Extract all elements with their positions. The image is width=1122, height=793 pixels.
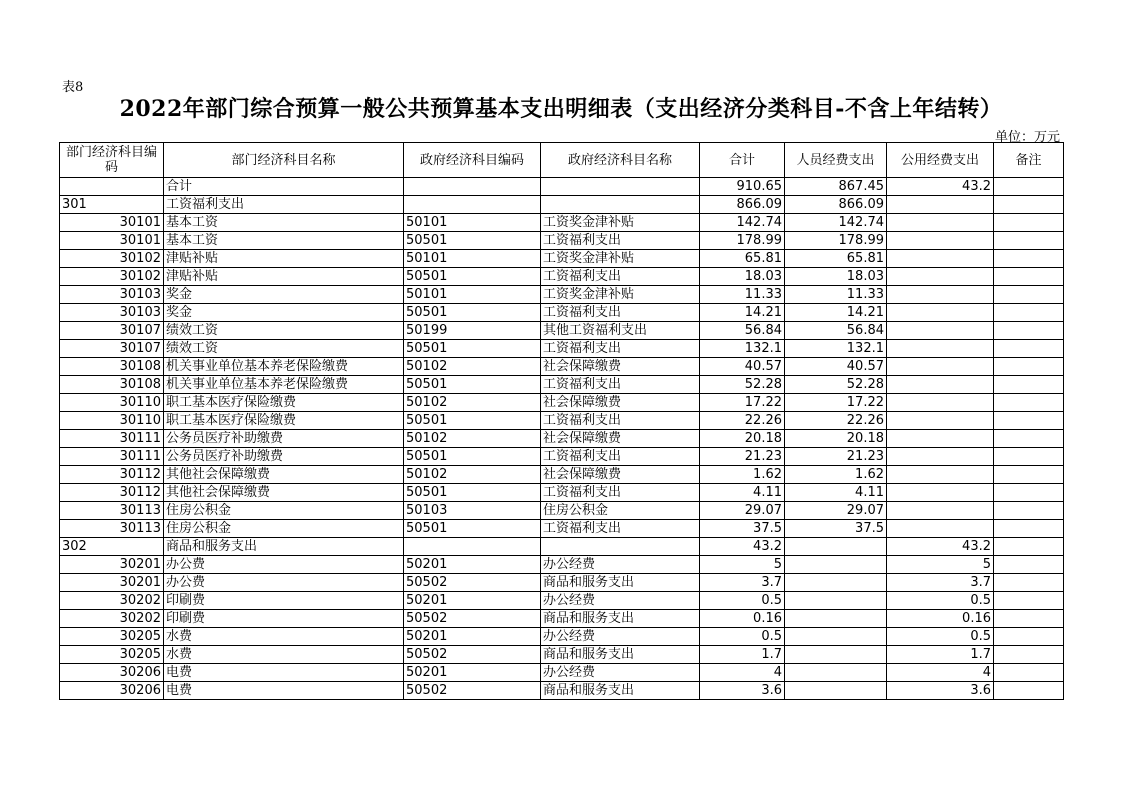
cell-dept-name: 办公费 — [164, 574, 404, 592]
table-row — [60, 682, 1064, 700]
cell-dept-name: 住房公积金 — [164, 520, 404, 538]
header-public: 公用经费支出 — [887, 143, 994, 178]
cell-gov-name: 商品和服务支出 — [541, 646, 700, 664]
cell-dept-code: 30205 — [60, 646, 164, 664]
cell-note — [994, 412, 1064, 430]
cell-dept-name: 商品和服务支出 — [164, 538, 404, 556]
cell-gov-name: 商品和服务支出 — [541, 574, 700, 592]
cell-public — [887, 502, 994, 520]
cell-gov-name: 社会保障缴费 — [541, 358, 700, 376]
cell-total: 43.2 — [700, 538, 785, 556]
cell-dept-code: 30102 — [60, 268, 164, 286]
cell-total: 142.74 — [700, 214, 785, 232]
cell-personnel: 22.26 — [785, 412, 887, 430]
cell-gov-name: 工资福利支出 — [541, 340, 700, 358]
cell-personnel — [785, 556, 887, 574]
cell-total: 3.6 — [700, 682, 785, 700]
cell-dept-code: 30110 — [60, 412, 164, 430]
cell-public — [887, 430, 994, 448]
cell-gov-code: 50102 — [404, 358, 541, 376]
cell-note — [994, 664, 1064, 682]
table-row — [60, 484, 1064, 502]
cell-gov-code: 50501 — [404, 448, 541, 466]
cell-dept-name: 电费 — [164, 664, 404, 682]
cell-dept-name: 绩效工资 — [164, 322, 404, 340]
cell-dept-code: 30102 — [60, 250, 164, 268]
cell-gov-name: 办公经费 — [541, 556, 700, 574]
cell-public: 0.16 — [887, 610, 994, 628]
cell-note — [994, 376, 1064, 394]
cell-public — [887, 268, 994, 286]
table-row — [60, 178, 1064, 196]
cell-total: 5 — [700, 556, 785, 574]
cell-gov-code: 50201 — [404, 592, 541, 610]
cell-note — [994, 286, 1064, 304]
table-row — [60, 286, 1064, 304]
cell-public: 3.6 — [887, 682, 994, 700]
cell-gov-code: 50101 — [404, 250, 541, 268]
cell-personnel: 56.84 — [785, 322, 887, 340]
cell-dept-name: 奖金 — [164, 304, 404, 322]
cell-dept-name: 基本工资 — [164, 214, 404, 232]
cell-personnel — [785, 574, 887, 592]
cell-total: 18.03 — [700, 268, 785, 286]
cell-note — [994, 178, 1064, 196]
cell-personnel — [785, 664, 887, 682]
cell-gov-name: 其他工资福利支出 — [541, 322, 700, 340]
cell-gov-name: 社会保障缴费 — [541, 394, 700, 412]
cell-dept-name: 电费 — [164, 682, 404, 700]
cell-dept-code: 30112 — [60, 484, 164, 502]
cell-note — [994, 394, 1064, 412]
cell-note — [994, 466, 1064, 484]
cell-personnel: 142.74 — [785, 214, 887, 232]
cell-total: 20.18 — [700, 430, 785, 448]
cell-dept-code: 30103 — [60, 286, 164, 304]
cell-note — [994, 448, 1064, 466]
cell-note — [994, 358, 1064, 376]
cell-dept-name: 绩效工资 — [164, 340, 404, 358]
cell-gov-name: 工资奖金津补贴 — [541, 286, 700, 304]
cell-public — [887, 196, 994, 214]
table-row — [60, 358, 1064, 376]
cell-personnel — [785, 682, 887, 700]
cell-dept-code: 30107 — [60, 340, 164, 358]
cell-gov-name: 住房公积金 — [541, 502, 700, 520]
cell-note — [994, 682, 1064, 700]
cell-personnel — [785, 592, 887, 610]
cell-gov-code: 50103 — [404, 502, 541, 520]
header-dept-code: 部门经济科目编码 — [60, 143, 164, 178]
cell-total: 21.23 — [700, 448, 785, 466]
cell-public: 1.7 — [887, 646, 994, 664]
header-total: 合计 — [700, 143, 785, 178]
cell-note — [994, 574, 1064, 592]
cell-dept-code: 30112 — [60, 466, 164, 484]
table-row — [60, 448, 1064, 466]
cell-note — [994, 646, 1064, 664]
cell-public — [887, 520, 994, 538]
cell-personnel — [785, 646, 887, 664]
cell-public — [887, 466, 994, 484]
cell-gov-code: 50101 — [404, 214, 541, 232]
cell-public — [887, 304, 994, 322]
cell-dept-name: 住房公积金 — [164, 502, 404, 520]
cell-gov-code: 50502 — [404, 574, 541, 592]
cell-total: 29.07 — [700, 502, 785, 520]
cell-note — [994, 520, 1064, 538]
cell-note — [994, 610, 1064, 628]
cell-total: 17.22 — [700, 394, 785, 412]
cell-dept-code: 30110 — [60, 394, 164, 412]
cell-note — [994, 430, 1064, 448]
cell-dept-name: 机关事业单位基本养老保险缴费 — [164, 358, 404, 376]
cell-dept-name: 印刷费 — [164, 592, 404, 610]
cell-public: 3.7 — [887, 574, 994, 592]
table-body — [60, 178, 1064, 700]
cell-public — [887, 358, 994, 376]
table-row — [60, 268, 1064, 286]
cell-gov-code: 50502 — [404, 646, 541, 664]
cell-note — [994, 322, 1064, 340]
table-row — [60, 340, 1064, 358]
cell-total: 0.16 — [700, 610, 785, 628]
cell-gov-name: 商品和服务支出 — [541, 610, 700, 628]
cell-gov-name: 办公经费 — [541, 592, 700, 610]
cell-dept-code: 30107 — [60, 322, 164, 340]
cell-gov-code: 50501 — [404, 232, 541, 250]
table-row — [60, 250, 1064, 268]
cell-gov-code: 50501 — [404, 340, 541, 358]
table-row — [60, 628, 1064, 646]
header-gov-code: 政府经济科目编码 — [404, 143, 541, 178]
cell-personnel: 178.99 — [785, 232, 887, 250]
table-row — [60, 574, 1064, 592]
cell-dept-code — [60, 178, 164, 196]
cell-dept-code: 30202 — [60, 592, 164, 610]
cell-dept-name: 机关事业单位基本养老保险缴费 — [164, 376, 404, 394]
cell-dept-code: 30103 — [60, 304, 164, 322]
cell-total: 56.84 — [700, 322, 785, 340]
table-row — [60, 376, 1064, 394]
cell-dept-code: 30108 — [60, 376, 164, 394]
cell-public: 0.5 — [887, 592, 994, 610]
cell-public — [887, 412, 994, 430]
table-row — [60, 196, 1064, 214]
cell-gov-name: 办公经费 — [541, 628, 700, 646]
table-row — [60, 394, 1064, 412]
cell-public: 5 — [887, 556, 994, 574]
cell-personnel: 132.1 — [785, 340, 887, 358]
cell-gov-code: 50501 — [404, 268, 541, 286]
cell-note — [994, 592, 1064, 610]
header-dept-name: 部门经济科目名称 — [164, 143, 404, 178]
header-personnel: 人员经费支出 — [785, 143, 887, 178]
cell-gov-code — [404, 178, 541, 196]
header-row — [60, 143, 1064, 178]
cell-dept-name: 合计 — [164, 178, 404, 196]
cell-personnel — [785, 538, 887, 556]
cell-total: 3.7 — [700, 574, 785, 592]
cell-gov-name: 办公经费 — [541, 664, 700, 682]
cell-public — [887, 394, 994, 412]
cell-note — [994, 214, 1064, 232]
cell-dept-name: 公务员医疗补助缴费 — [164, 448, 404, 466]
cell-personnel: 52.28 — [785, 376, 887, 394]
cell-note — [994, 232, 1064, 250]
cell-personnel: 1.62 — [785, 466, 887, 484]
table-row — [60, 232, 1064, 250]
cell-gov-name: 工资福利支出 — [541, 448, 700, 466]
cell-personnel: 37.5 — [785, 520, 887, 538]
cell-gov-name: 商品和服务支出 — [541, 682, 700, 700]
cell-dept-code: 30206 — [60, 682, 164, 700]
cell-personnel: 21.23 — [785, 448, 887, 466]
cell-total: 910.65 — [700, 178, 785, 196]
cell-gov-code: 50501 — [404, 304, 541, 322]
header-note: 备注 — [994, 143, 1064, 178]
cell-dept-name: 津贴补贴 — [164, 268, 404, 286]
cell-dept-code: 30108 — [60, 358, 164, 376]
cell-dept-name: 办公费 — [164, 556, 404, 574]
cell-total: 4.11 — [700, 484, 785, 502]
cell-dept-code: 30111 — [60, 430, 164, 448]
budget-table — [59, 142, 1064, 700]
cell-gov-name: 工资福利支出 — [541, 304, 700, 322]
cell-dept-name: 职工基本医疗保险缴费 — [164, 412, 404, 430]
cell-gov-code: 50201 — [404, 556, 541, 574]
cell-note — [994, 196, 1064, 214]
cell-note — [994, 484, 1064, 502]
table-row — [60, 214, 1064, 232]
table-row — [60, 502, 1064, 520]
cell-public — [887, 286, 994, 304]
cell-dept-code: 30113 — [60, 502, 164, 520]
cell-public — [887, 484, 994, 502]
cell-gov-name: 工资奖金津补贴 — [541, 250, 700, 268]
cell-gov-code: 50501 — [404, 376, 541, 394]
cell-gov-code: 50102 — [404, 466, 541, 484]
cell-personnel: 18.03 — [785, 268, 887, 286]
cell-gov-name: 社会保障缴费 — [541, 466, 700, 484]
cell-gov-code: 50501 — [404, 412, 541, 430]
cell-total: 37.5 — [700, 520, 785, 538]
cell-public — [887, 448, 994, 466]
cell-personnel: 866.09 — [785, 196, 887, 214]
cell-dept-code: 30113 — [60, 520, 164, 538]
cell-dept-name: 其他社会保障缴费 — [164, 484, 404, 502]
cell-dept-name: 印刷费 — [164, 610, 404, 628]
cell-gov-code: 50501 — [404, 520, 541, 538]
cell-public — [887, 250, 994, 268]
cell-total: 22.26 — [700, 412, 785, 430]
cell-note — [994, 538, 1064, 556]
cell-dept-name: 其他社会保障缴费 — [164, 466, 404, 484]
cell-personnel: 29.07 — [785, 502, 887, 520]
cell-public: 4 — [887, 664, 994, 682]
table-row — [60, 556, 1064, 574]
cell-gov-code — [404, 538, 541, 556]
cell-dept-code: 30111 — [60, 448, 164, 466]
cell-note — [994, 556, 1064, 574]
table-tag: 表8 — [62, 80, 84, 95]
cell-gov-code — [404, 196, 541, 214]
page-title: 2022年部门综合预算一般公共预算基本支出明细表（支出经济分类科目-不含上年结转） — [119, 96, 1003, 122]
cell-personnel: 867.45 — [785, 178, 887, 196]
cell-dept-code: 30101 — [60, 214, 164, 232]
cell-gov-name: 工资福利支出 — [541, 412, 700, 430]
cell-dept-name: 水费 — [164, 646, 404, 664]
cell-gov-code: 50502 — [404, 610, 541, 628]
cell-gov-code: 50201 — [404, 628, 541, 646]
cell-gov-name — [541, 538, 700, 556]
cell-dept-name: 职工基本医疗保险缴费 — [164, 394, 404, 412]
cell-total: 4 — [700, 664, 785, 682]
cell-public — [887, 322, 994, 340]
table-row — [60, 610, 1064, 628]
cell-personnel — [785, 628, 887, 646]
cell-gov-name: 社会保障缴费 — [541, 430, 700, 448]
unit-label: 单位：万元 — [994, 130, 1060, 145]
header-gov-name: 政府经济科目名称 — [541, 143, 700, 178]
cell-total: 40.57 — [700, 358, 785, 376]
cell-total: 1.62 — [700, 466, 785, 484]
cell-gov-code: 50102 — [404, 394, 541, 412]
cell-dept-code: 30201 — [60, 574, 164, 592]
cell-personnel: 40.57 — [785, 358, 887, 376]
cell-dept-code: 301 — [60, 196, 164, 214]
cell-note — [994, 304, 1064, 322]
cell-gov-code: 50199 — [404, 322, 541, 340]
cell-gov-code: 50502 — [404, 682, 541, 700]
cell-dept-name: 津贴补贴 — [164, 250, 404, 268]
cell-note — [994, 628, 1064, 646]
cell-public: 0.5 — [887, 628, 994, 646]
cell-gov-name: 工资福利支出 — [541, 268, 700, 286]
cell-dept-code: 30205 — [60, 628, 164, 646]
cell-gov-name: 工资福利支出 — [541, 232, 700, 250]
cell-total: 52.28 — [700, 376, 785, 394]
cell-personnel: 20.18 — [785, 430, 887, 448]
cell-dept-code: 30101 — [60, 232, 164, 250]
cell-personnel: 17.22 — [785, 394, 887, 412]
cell-total: 65.81 — [700, 250, 785, 268]
cell-gov-name — [541, 196, 700, 214]
cell-total: 1.7 — [700, 646, 785, 664]
cell-personnel: 11.33 — [785, 286, 887, 304]
cell-note — [994, 502, 1064, 520]
table-row — [60, 412, 1064, 430]
table-row — [60, 646, 1064, 664]
table-row — [60, 466, 1064, 484]
cell-personnel: 14.21 — [785, 304, 887, 322]
table-row — [60, 538, 1064, 556]
cell-personnel — [785, 610, 887, 628]
cell-dept-name: 工资福利支出 — [164, 196, 404, 214]
cell-total: 178.99 — [700, 232, 785, 250]
cell-personnel: 65.81 — [785, 250, 887, 268]
table-row — [60, 322, 1064, 340]
cell-total: 14.21 — [700, 304, 785, 322]
cell-total: 866.09 — [700, 196, 785, 214]
cell-gov-code: 50501 — [404, 484, 541, 502]
cell-public — [887, 376, 994, 394]
cell-dept-code: 30201 — [60, 556, 164, 574]
cell-dept-code: 30206 — [60, 664, 164, 682]
cell-note — [994, 250, 1064, 268]
cell-gov-name — [541, 178, 700, 196]
table-row — [60, 430, 1064, 448]
cell-dept-code: 302 — [60, 538, 164, 556]
cell-gov-name: 工资福利支出 — [541, 520, 700, 538]
table-row — [60, 304, 1064, 322]
cell-personnel: 4.11 — [785, 484, 887, 502]
table-row — [60, 664, 1064, 682]
cell-total: 0.5 — [700, 592, 785, 610]
cell-dept-name: 公务员医疗补助缴费 — [164, 430, 404, 448]
cell-total: 0.5 — [700, 628, 785, 646]
cell-public — [887, 214, 994, 232]
cell-total: 132.1 — [700, 340, 785, 358]
table-row — [60, 592, 1064, 610]
cell-gov-name: 工资福利支出 — [541, 376, 700, 394]
cell-gov-code: 50201 — [404, 664, 541, 682]
cell-public — [887, 232, 994, 250]
cell-public: 43.2 — [887, 178, 994, 196]
table-row — [60, 520, 1064, 538]
cell-gov-code: 50102 — [404, 430, 541, 448]
cell-gov-name: 工资福利支出 — [541, 484, 700, 502]
cell-note — [994, 340, 1064, 358]
cell-public: 43.2 — [887, 538, 994, 556]
cell-gov-name: 工资奖金津补贴 — [541, 214, 700, 232]
cell-dept-code: 30202 — [60, 610, 164, 628]
cell-dept-name: 水费 — [164, 628, 404, 646]
cell-public — [887, 340, 994, 358]
cell-dept-name: 基本工资 — [164, 232, 404, 250]
cell-gov-code: 50101 — [404, 286, 541, 304]
cell-dept-name: 奖金 — [164, 286, 404, 304]
cell-total: 11.33 — [700, 286, 785, 304]
cell-note — [994, 268, 1064, 286]
